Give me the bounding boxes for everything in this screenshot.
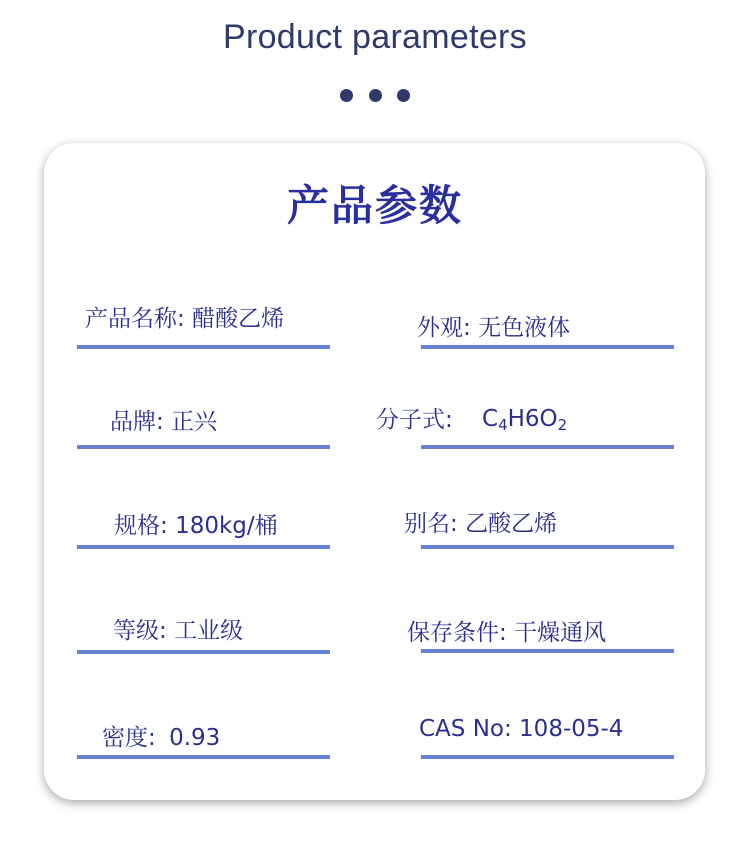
param-label: 密度: (102, 725, 156, 751)
param-label: 品牌: (110, 409, 164, 435)
param-label: 分子式: (376, 407, 453, 433)
formula-value: C4H6O2 (482, 406, 568, 434)
parameters-card (44, 143, 705, 800)
param-label: 外观: (417, 315, 471, 341)
param-value: 180kg/桶 (175, 513, 278, 539)
underline (77, 345, 330, 349)
underline (421, 545, 674, 549)
dot-icon (369, 89, 382, 102)
param-value: 干燥通风 (514, 620, 607, 646)
underline (77, 445, 330, 449)
dots-decoration (340, 89, 410, 103)
param-label: 保存条件: (407, 620, 507, 646)
param-value: 无色液体 (478, 315, 571, 341)
param-label: 规格: (114, 513, 168, 539)
dot-icon (340, 89, 353, 102)
param-label: 产品名称: (85, 306, 185, 332)
underline (421, 445, 674, 449)
param-value: 乙酸乙烯 (465, 511, 558, 537)
underline (421, 755, 674, 759)
param-label: 等级: (113, 618, 167, 644)
dot-icon (397, 89, 410, 102)
param-value: 108-05-4 (519, 716, 624, 742)
underline (77, 755, 330, 759)
card-title: 产品参数 (286, 181, 463, 230)
param-label: CAS No: (419, 716, 512, 742)
param-value: 正兴 (171, 409, 218, 435)
section-heading: Product parameters (223, 18, 527, 56)
param-value: 0.93 (169, 725, 221, 751)
underline (77, 545, 330, 549)
param-value: 工业级 (174, 618, 244, 644)
param-value: 醋酸乙烯 (192, 306, 285, 332)
underline (421, 345, 674, 349)
underline (77, 650, 330, 654)
param-label: 别名: (404, 511, 458, 537)
underline (421, 649, 674, 653)
